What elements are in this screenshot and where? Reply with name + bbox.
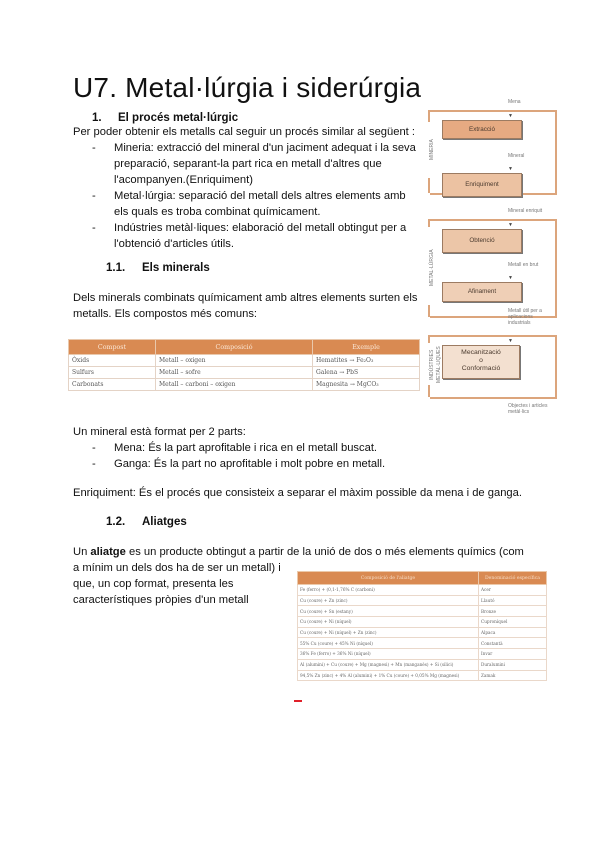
table-cell: Bronze (479, 606, 547, 617)
red-marker (294, 700, 302, 702)
section-1-2-heading (106, 516, 187, 528)
alloy-text-line1 (73, 544, 553, 560)
column-header: Exemple (313, 340, 420, 355)
list-item-text: Mena: És la part aprofitable i rica en el metall buscat. (114, 442, 378, 454)
table-cell: 36% Fe (ferro) + 36% Ni (níquel) (298, 649, 479, 660)
text: Un (73, 546, 91, 558)
table-cell: Cu (coure) + Sn (estany) (298, 606, 479, 617)
box-line: o (479, 357, 483, 364)
parts-intro: Un mineral està format per 2 parts: (73, 426, 246, 438)
table-cell: Invar (479, 649, 547, 660)
table-header-row (298, 572, 547, 585)
table-cell: Duralumini (479, 659, 547, 670)
column-header: Denominació específica (479, 572, 547, 585)
section-title: Aliatges (142, 516, 187, 528)
table-cell: Hematites → Fe₂O₃ (313, 355, 420, 367)
minerals-table (68, 339, 420, 391)
section-1-heading (92, 112, 238, 124)
table-cell: Acer (479, 585, 547, 596)
box-mecanitzacio (442, 345, 520, 379)
group-label-mineria: MINERIA (429, 139, 435, 161)
alloy-text-line3: que, un cop format, presenta les (73, 578, 234, 590)
table-cell: Alpaca (479, 627, 547, 638)
arrow-down-icon: ▼ (508, 275, 513, 281)
table-row (298, 585, 547, 596)
metallurgy-process-diagram (428, 95, 600, 425)
column-header: Composició de l'aliatge (298, 572, 479, 585)
arrow-down-icon: ▼ (508, 113, 513, 119)
table-cell: Fe (ferro) + (0,1-1,76% C (carboni) (298, 585, 479, 596)
list-item-text: Mineria: extracció del mineral d'un jaciment adequat i la seva preparació, separant-la part rica en metall d'altres que l'acompanyen.(Enriquiment) (114, 142, 416, 186)
arrow-down-icon: ▼ (508, 222, 513, 228)
column-header: Compost (69, 340, 156, 355)
box-line: Mecanització (461, 349, 501, 356)
list-item-text: Metal·lúrgia: separació del metall dels altres elements amb els quals es troba combinat químicament. (114, 190, 406, 218)
frame-edge (428, 110, 430, 122)
list-item: - Metal·lúrgia: separació del metall dels altres elements amb els quals es troba combinat químicament. (92, 190, 406, 218)
table-row (69, 367, 420, 379)
table-row (298, 595, 547, 606)
table-row (69, 355, 420, 367)
box-line: Conformació (461, 365, 501, 372)
diagram-label-mena: Mena (508, 99, 521, 105)
box-extraccio: Extracció (442, 120, 522, 139)
section-1-intro: Per poder obtenir els metalls cal seguir un procés similar al següent : (73, 126, 416, 138)
section-title: El procés metal·lúrgic (118, 112, 239, 124)
section-number: 1. (92, 112, 102, 124)
table-cell: Llautó (479, 595, 547, 606)
table-header-row (69, 340, 420, 355)
alloy-text-line2: a mínim un dels dos ha de ser un metall) i (73, 562, 281, 574)
parts-list (92, 440, 492, 472)
table-cell: Sulfurs (69, 367, 156, 379)
group-label-metallurgia: METAL·LÚRGIA (429, 249, 435, 287)
table-cell: Carbonats (69, 379, 156, 391)
list-item-text: Indústries metàl·liques: elaboració del metall obtingut per a l'obtenció d'articles útils. (114, 222, 407, 250)
frame-edge (428, 305, 430, 317)
column-header: Composició (156, 340, 313, 355)
table-row (298, 659, 547, 670)
section-title: Els minerals (142, 262, 210, 274)
text: es un producte obtingut a partir de la unió de dos o més elements químics (com (125, 546, 524, 558)
table-cell: Cu (coure) + Ni (níquel) (298, 617, 479, 628)
alloys-table (297, 571, 547, 681)
table-row (298, 617, 547, 628)
process-list (92, 140, 422, 252)
section-number: 1.2. (106, 516, 126, 528)
frame-edge (428, 219, 430, 227)
alloy-text-line4: característiques pròpies d'un metall (73, 594, 249, 606)
table-row (298, 649, 547, 660)
page-title: U7. Metal·lúrgia i siderúrgia (73, 72, 422, 103)
enrichment-text: Enriquiment: És el procés que consisteix a separar el màxim possible da mena i de ganga. (73, 487, 522, 499)
box-obtencio: Obtenció (442, 229, 522, 253)
diagram-label-mineral: Mineral (508, 153, 525, 159)
box-enriquiment: Enriquiment (442, 173, 522, 197)
diagram-label-brut: Metall en brut (508, 262, 539, 268)
table-cell: Metall – carboni – oxigen (156, 379, 313, 391)
table-row (298, 638, 547, 649)
table-cell: Magnesita → MgCO₃ (313, 379, 420, 391)
table-row (298, 606, 547, 617)
table-cell: Òxids (69, 355, 156, 367)
section-number: 1.1. (106, 262, 126, 274)
alloy-term: aliatge (90, 546, 126, 558)
table-cell: Cuproníquel (479, 617, 547, 628)
table-row (298, 670, 547, 681)
list-item: - Mena: És la part aprofitable i rica en el metall buscat. (92, 442, 378, 454)
table-cell: Metall – oxigen (156, 355, 313, 367)
table-row (69, 379, 420, 391)
list-item-text: Ganga: És la part no aprofitable i molt pobre en metall. (114, 458, 386, 470)
table-cell: 94,5% Zn (zinc) + 4% Al (alumini) + 1% Cu (coure) + 0,05% Mg (magnesi) (298, 670, 479, 681)
diagram-label-enriquit: Mineral enriquit (508, 208, 543, 214)
table-cell: Cu (coure) + Zn (zinc) (298, 595, 479, 606)
diagram-label-final: Objectes i articles metàl·lics (508, 403, 548, 415)
list-item: - Mineria: extracció del mineral d'un jaciment adequat i la seva preparació, separant-la part rica en metall d'altres que l'acompanyen.(Enriquiment) (92, 142, 416, 186)
table-cell: Galena → PbS (313, 367, 420, 379)
minerals-text: Dels minerals combinats químicament amb altres elements surten els metalls. Els compostos més comuns: (73, 292, 418, 320)
diagram-label-util: Metall útil per a aplicacions industrials (508, 308, 542, 326)
group-label-industries: INDÚSTRIES METÀL·LIQUES (429, 346, 442, 384)
section-1-1-heading (106, 262, 210, 274)
table-row (298, 627, 547, 638)
list-item: - Ganga: És la part no aprofitable i molt pobre en metall. (92, 458, 386, 470)
table-cell: Al (alumini) + Cu (coure) + Mg (magnesi) + Mn (manganès) + Si (silici) (298, 659, 479, 670)
table-cell: 55% Cu (coure) + 45% Ni (níquel) (298, 638, 479, 649)
table-cell: Zamak (479, 670, 547, 681)
arrow-down-icon: ▼ (508, 338, 513, 344)
frame-edge (428, 178, 430, 193)
table-cell: Metall – sofre (156, 367, 313, 379)
table-cell: Constantà (479, 638, 547, 649)
arrow-down-icon: ▼ (508, 166, 513, 172)
list-item: - Indústries metàl·liques: elaboració del metall obtingut per a l'obtenció d'articles útils. (92, 222, 407, 250)
box-afinament: Afinament (442, 282, 522, 302)
table-cell: Cu (coure) + Ni (níquel) + Zn (zinc) (298, 627, 479, 638)
